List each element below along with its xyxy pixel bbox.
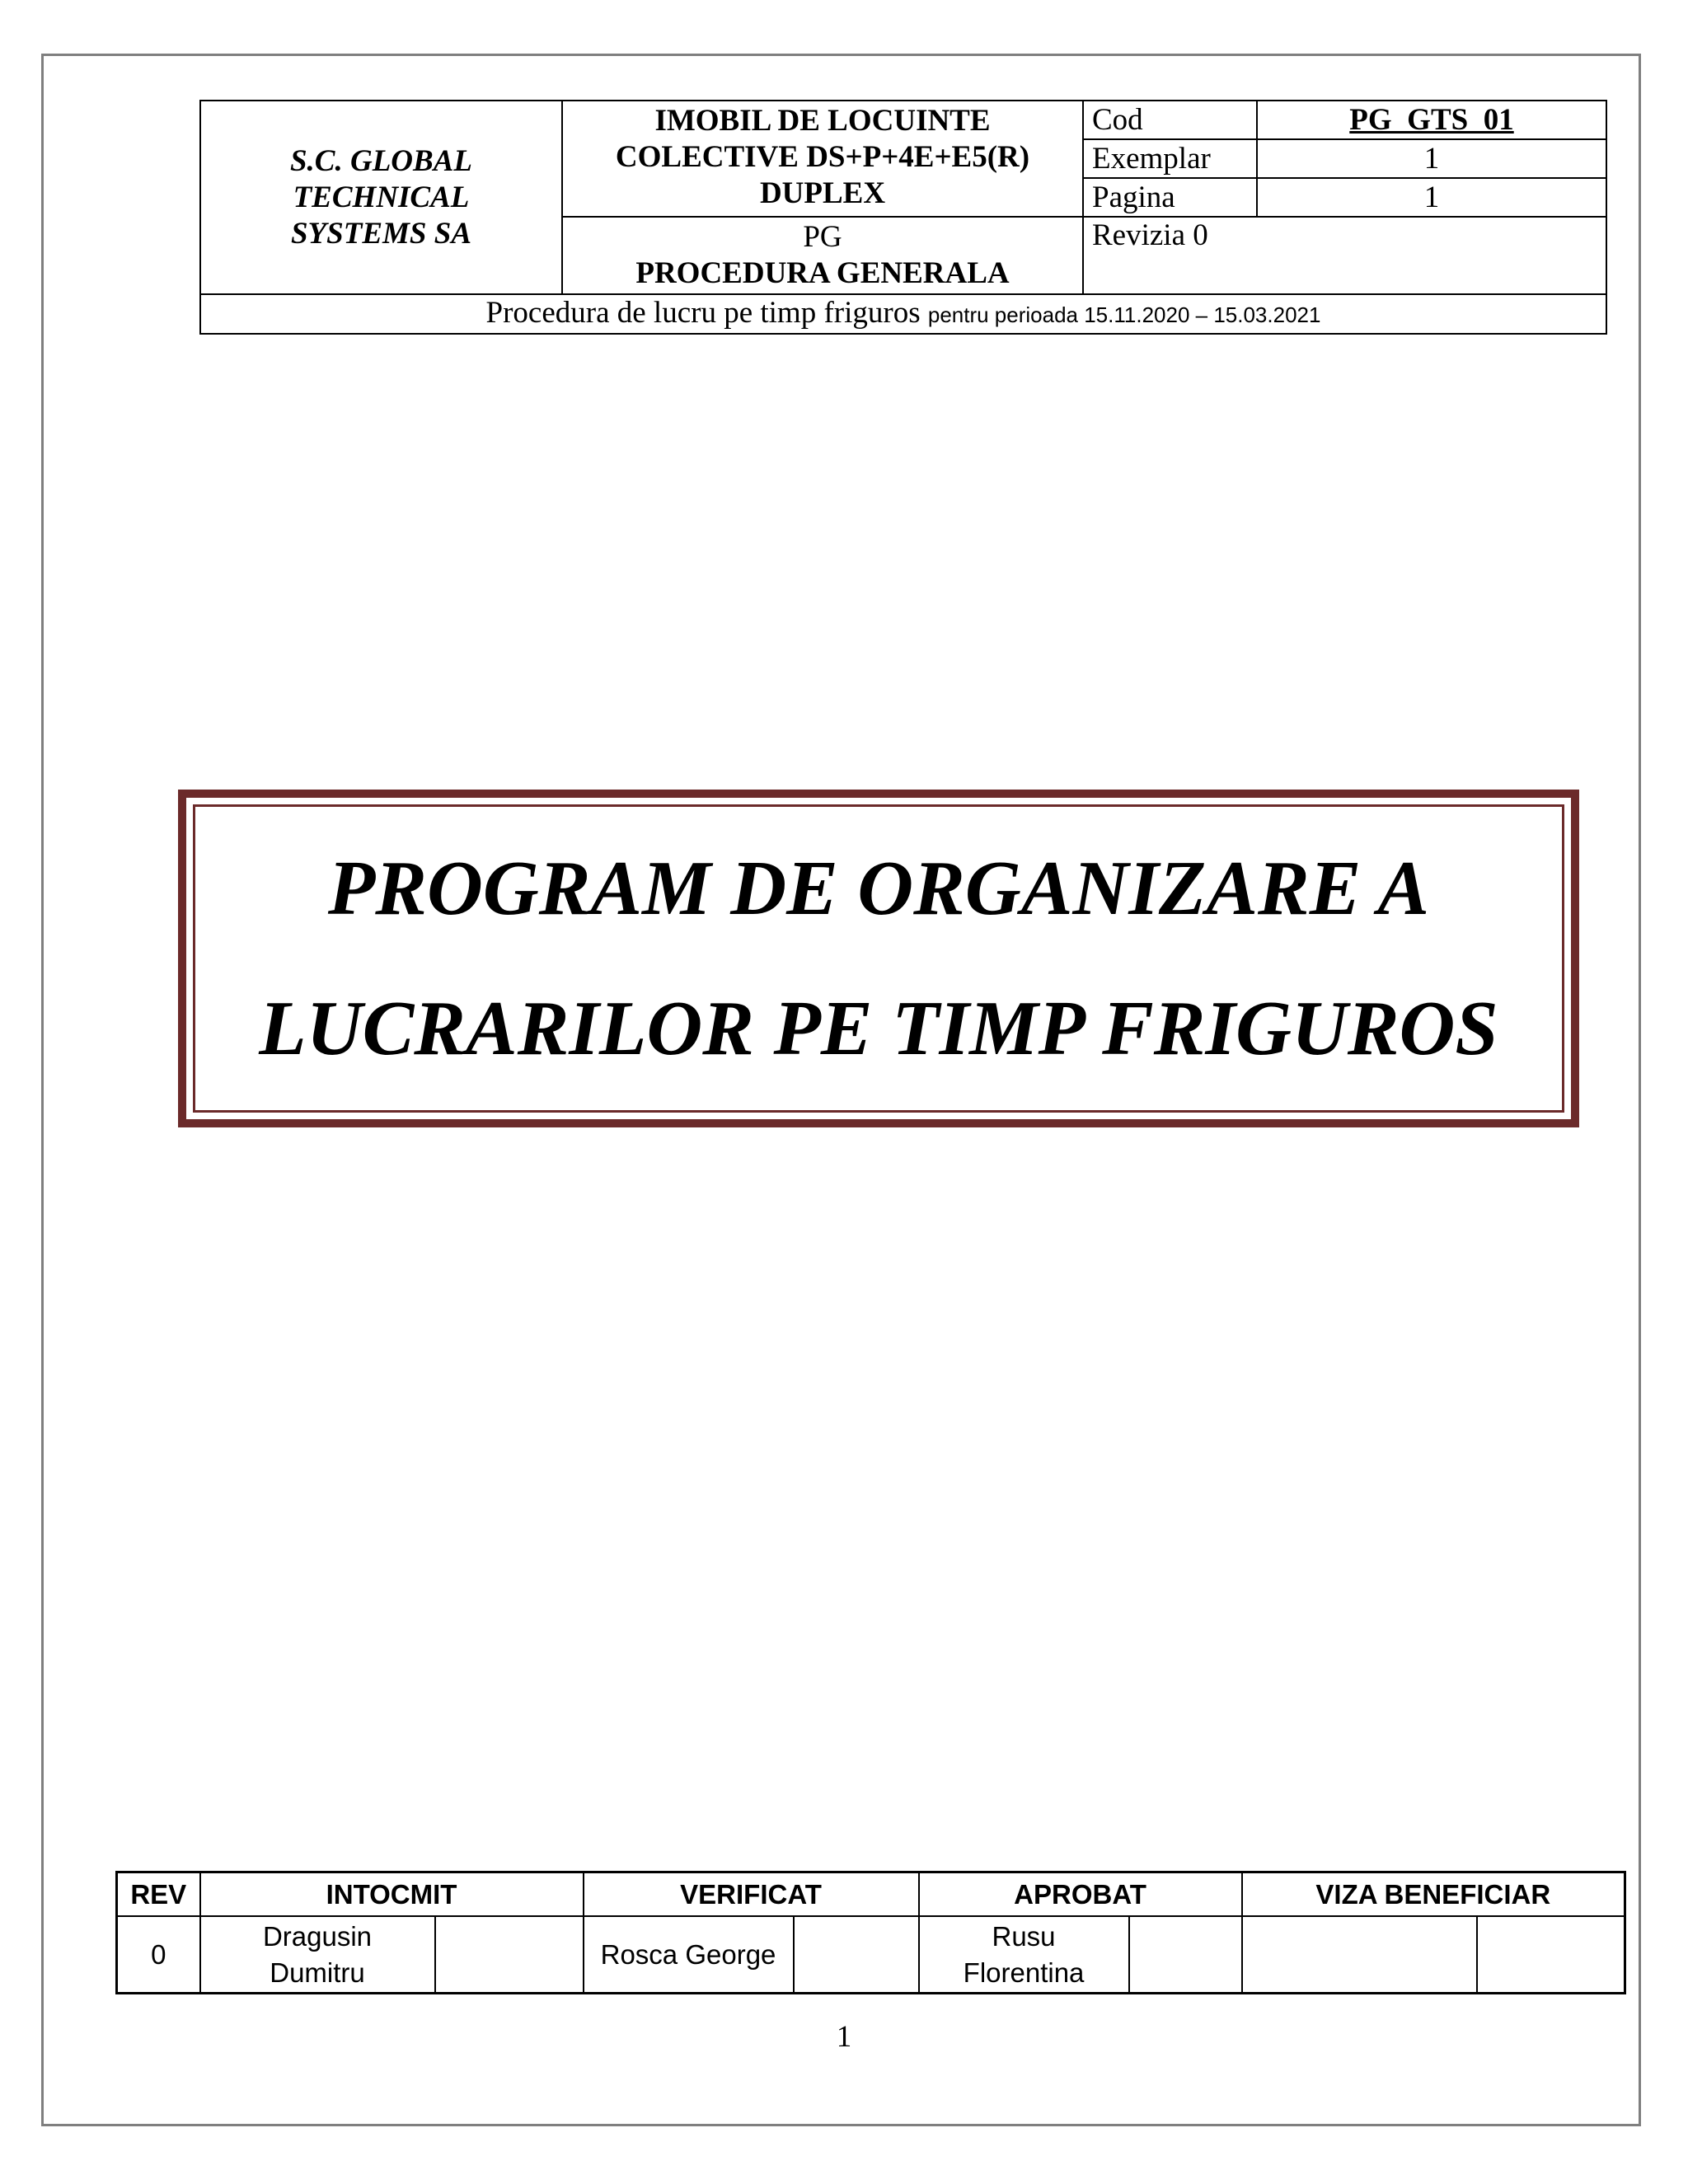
company-name-line-2: TECHNICAL <box>293 180 470 214</box>
procedure-description <box>200 294 1606 334</box>
verificat-name: Rosca George <box>584 1916 794 1994</box>
project-title-line-2: COLECTIVE DS+P+4E+E5(R) <box>615 140 1030 174</box>
aprobat-name-line-2: Florentina <box>963 1957 1085 1988</box>
document-header-table <box>199 100 1607 335</box>
title-box <box>178 790 1579 1127</box>
viza-signature <box>1477 1916 1625 1994</box>
intocmit-signature <box>435 1916 584 1994</box>
company-name-line-1: S.C. GLOBAL <box>289 143 472 178</box>
intocmit-name-line-2: Dumitru <box>270 1957 365 1988</box>
title-line-1: PROGRAM DE ORGANIZARE A <box>327 846 1430 931</box>
company-name-line-3: SYSTEMS SA <box>290 216 472 251</box>
aprobat-name <box>919 1916 1129 1994</box>
procedure-description-period: pentru perioada 15.11.2020 – 15.03.2021 <box>927 302 1321 327</box>
pagina-value: 1 <box>1257 178 1606 217</box>
project-title-line-3: DUPLEX <box>759 176 886 210</box>
signature-table <box>115 1871 1626 1994</box>
cod-label: Cod <box>1083 101 1257 139</box>
aprobat-header: APROBAT <box>919 1872 1242 1917</box>
project-title <box>562 101 1083 217</box>
title-line-2: LUCRARILOR PE TIMP FRIGUROS <box>259 986 1498 1071</box>
aprobat-signature <box>1129 1916 1242 1994</box>
page-number: 1 <box>836 2020 852 2054</box>
verificat-header: VERIFICAT <box>584 1872 919 1917</box>
procedure-code: PG <box>803 220 842 254</box>
revision: Revizia 0 <box>1083 217 1606 294</box>
viza-name <box>1242 1916 1477 1994</box>
procedure-description-main: Procedura de lucru pe timp friguros <box>485 296 921 330</box>
company-name <box>200 101 562 294</box>
exemplar-value: 1 <box>1257 139 1606 178</box>
intocmit-name <box>200 1916 435 1994</box>
procedure-title: PROCEDURA GENERALA <box>635 256 1010 290</box>
intocmit-name-line-1: Dragusin <box>262 1920 373 1952</box>
project-title-line-1: IMOBIL DE LOCUINTE <box>654 104 991 138</box>
viza-beneficiar-header: VIZA BENEFICIAR <box>1242 1872 1625 1917</box>
exemplar-label: Exemplar <box>1083 139 1257 178</box>
title-box-inner <box>193 804 1564 1113</box>
rev-value: 0 <box>117 1916 200 1994</box>
pagina-label: Pagina <box>1083 178 1257 217</box>
intocmit-header: INTOCMIT <box>200 1872 584 1917</box>
aprobat-name-line-1: Rusu <box>992 1920 1056 1952</box>
cod-value <box>1257 101 1606 139</box>
procedure-type <box>562 217 1083 294</box>
cod-value-text: PG_GTS_01 <box>1349 102 1514 137</box>
verificat-signature <box>794 1916 919 1994</box>
rev-header: REV <box>117 1872 200 1917</box>
